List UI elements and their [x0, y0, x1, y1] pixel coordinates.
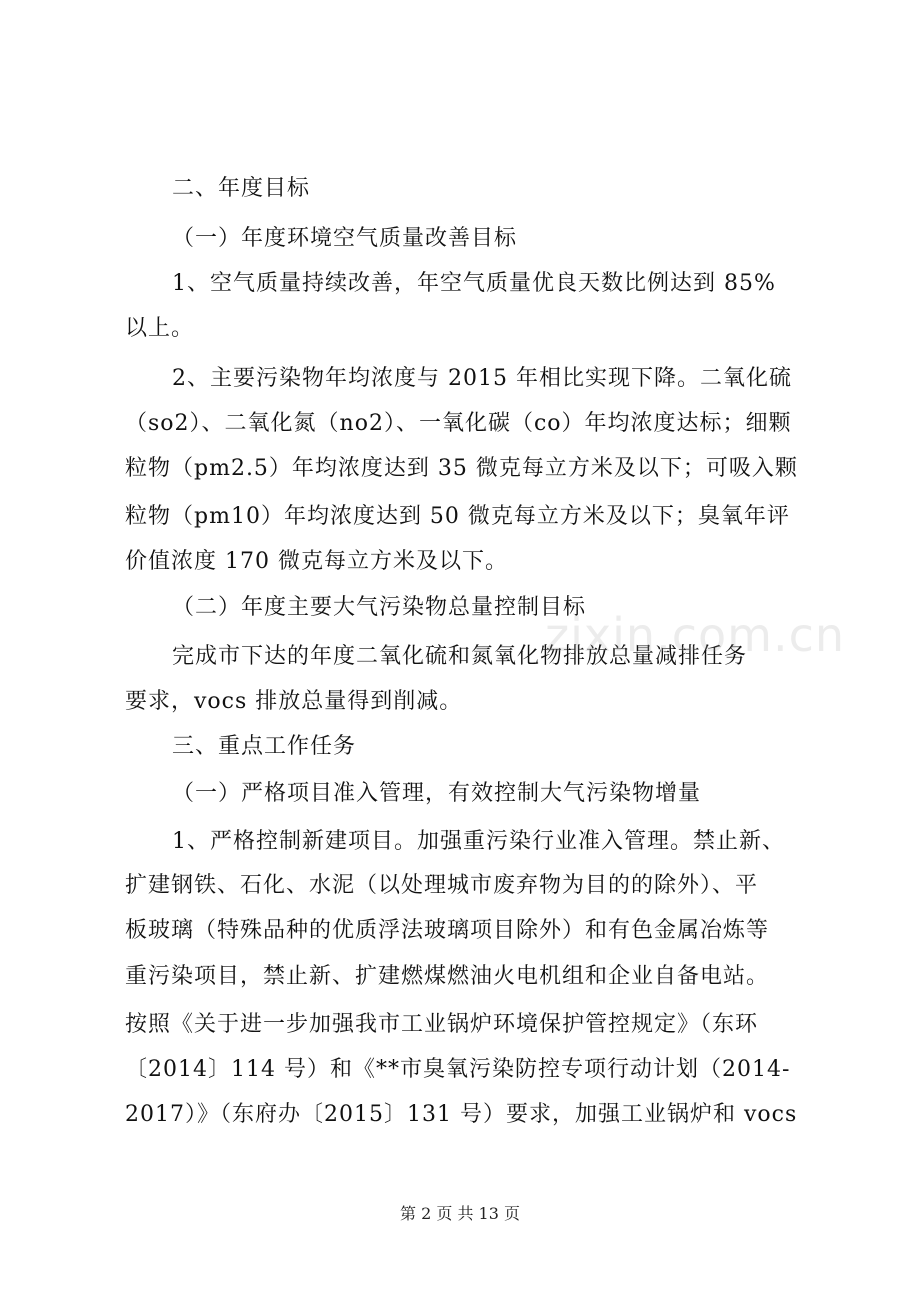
subsection-heading: （二）年度主要大气污染物总量控制目标	[172, 595, 587, 620]
paragraph-line: 按照《关于进一步加强我市工业锅炉环境保护管控规定》（东环	[125, 1012, 759, 1037]
paragraph-line: 2017）》（东府办〔2015〕131 号）要求，加强工业锅炉和 vocs	[125, 1102, 798, 1127]
paragraph-line: 完成市下达的年度二氧化硫和氮氧化物排放总量减排任务	[172, 644, 748, 669]
page-footer: 第 2 页 共 13 页	[400, 1204, 520, 1223]
section-heading: 二、年度目标	[172, 176, 311, 201]
watermark: zixin.com.cn	[545, 608, 846, 662]
paragraph-line: 1、空气质量持续改善，年空气质量优良天数比例达到 85%	[172, 271, 776, 296]
paragraph-line: （so2）、二氧化氮（no2）、一氧化碳（co）年均浓度达标；细颗	[125, 411, 792, 436]
paragraph-line: 重污染项目，禁止新、扩建燃煤燃油火电机组和企业自备电站。	[125, 964, 770, 989]
paragraph-line: 扩建钢铁、石化、水泥（以处理城市废弃物为目的的除外）、平	[125, 873, 759, 898]
paragraph-line: 2、主要污染物年均浓度与 2015 年相比实现下降。二氧化硫	[172, 366, 792, 391]
paragraph-line: 〔2014〕114 号）和《**市臭氧污染防控专项行动计划（2014-	[125, 1057, 791, 1082]
paragraph-line: 粒物（pm10）年均浓度达到 50 微克每立方米及以下；臭氧年评	[125, 504, 790, 529]
paragraph-line: 要求，vocs 排放总量得到削减。	[125, 689, 463, 714]
paragraph-line: 粒物（pm2.5）年均浓度达到 35 微克每立方米及以下；可吸入颗	[125, 456, 798, 481]
paragraph-line: 板玻璃（特殊品种的优质浮法玻璃项目除外）和有色金属冶炼等	[125, 918, 770, 943]
section-heading: 三、重点工作任务	[172, 734, 357, 759]
paragraph-line: 价值浓度 170 微克每立方米及以下。	[125, 549, 508, 574]
subsection-heading: （一）年度环境空气质量改善目标	[172, 226, 518, 251]
paragraph-line: 以上。	[125, 316, 195, 341]
subsection-heading: （一）严格项目准入管理，有效控制大气污染物增量	[172, 781, 702, 806]
paragraph-line: 1、严格控制新建项目。加强重污染行业准入管理。禁止新、	[172, 829, 785, 854]
